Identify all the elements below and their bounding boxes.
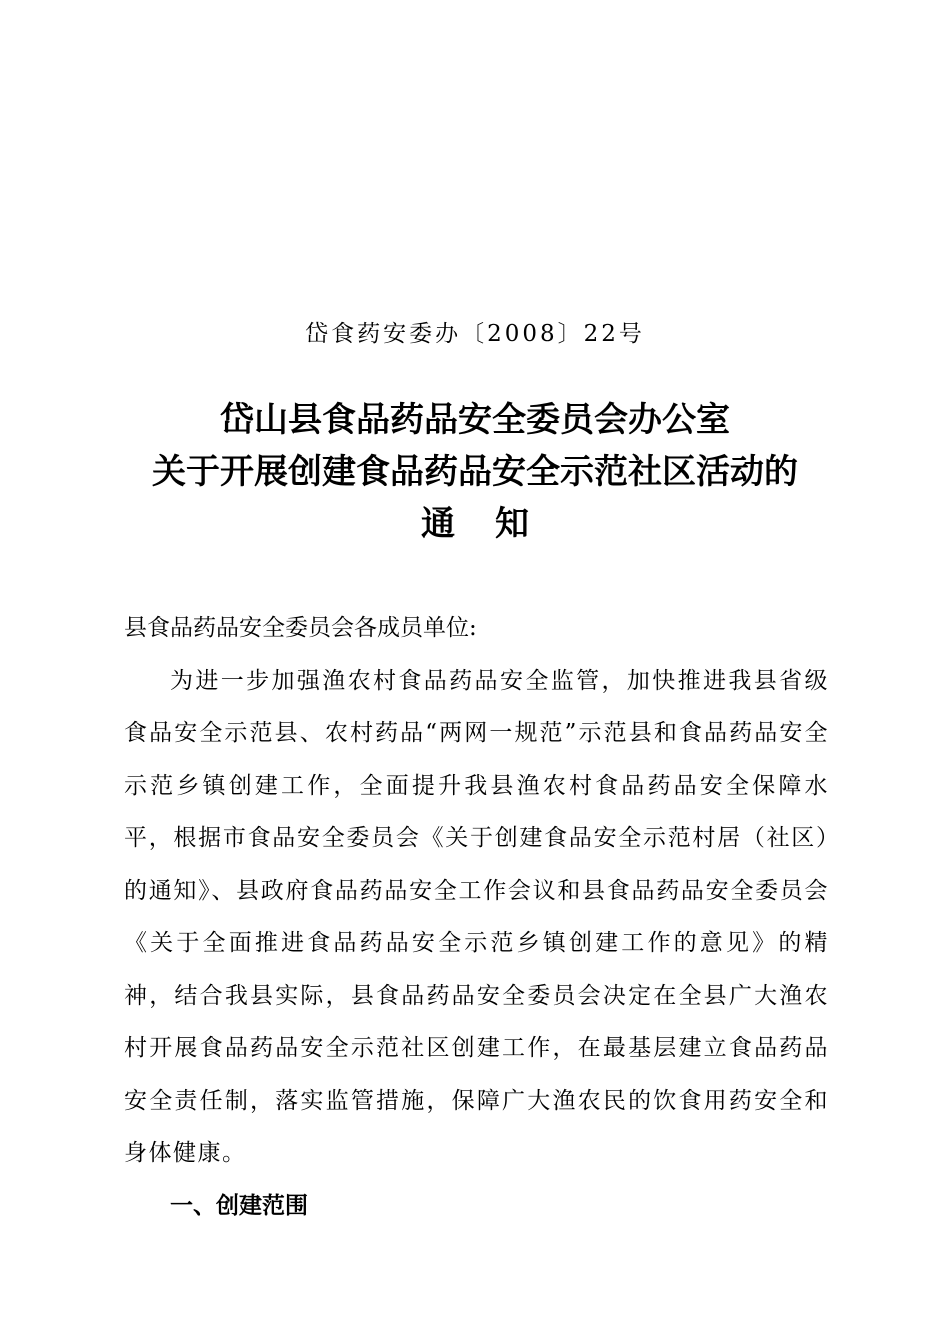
title-line-2: 关于开展创建食品药品安全示范社区活动的 [152,452,798,492]
body-paragraph: 为进一步加强渔农村食品药品安全监管，加快推进我县省级食品安全示范县、农村药品“两网一规范”示范县和食品药品安全示范乡镇创建工作，全面提升我县渔农村食品药品安全保障水平，根据市食品安全委员会《关于创建食品安全示范村居（社区）的通知》、县政府食品药品安全工作会议和县食品药品安全委员会《关于全面推进食品药品安全示范乡镇创建工作的意见》的精神，结合我县实际，县食品药品安全委员会决定在全县广大渔农村开展食品药品安全示范社区创建工作，在最基层建立食品药品安全责任制，落实监管措施，保障广大渔农民的饮食用药安全和身体健康。 [124,667,829,1166]
document-title [0,394,950,550]
salutation: 县食品药品安全委员会各成员单位: [124,615,477,641]
document-body [124,602,829,1232]
title-line-1: 岱山县食品药品安全委员会办公室 [220,400,730,440]
title-line-3: 通知 [421,504,569,544]
section-heading: 一、创建范围 [170,1192,308,1219]
document-number: 岱食药安委办〔2008〕22号 [305,321,645,347]
